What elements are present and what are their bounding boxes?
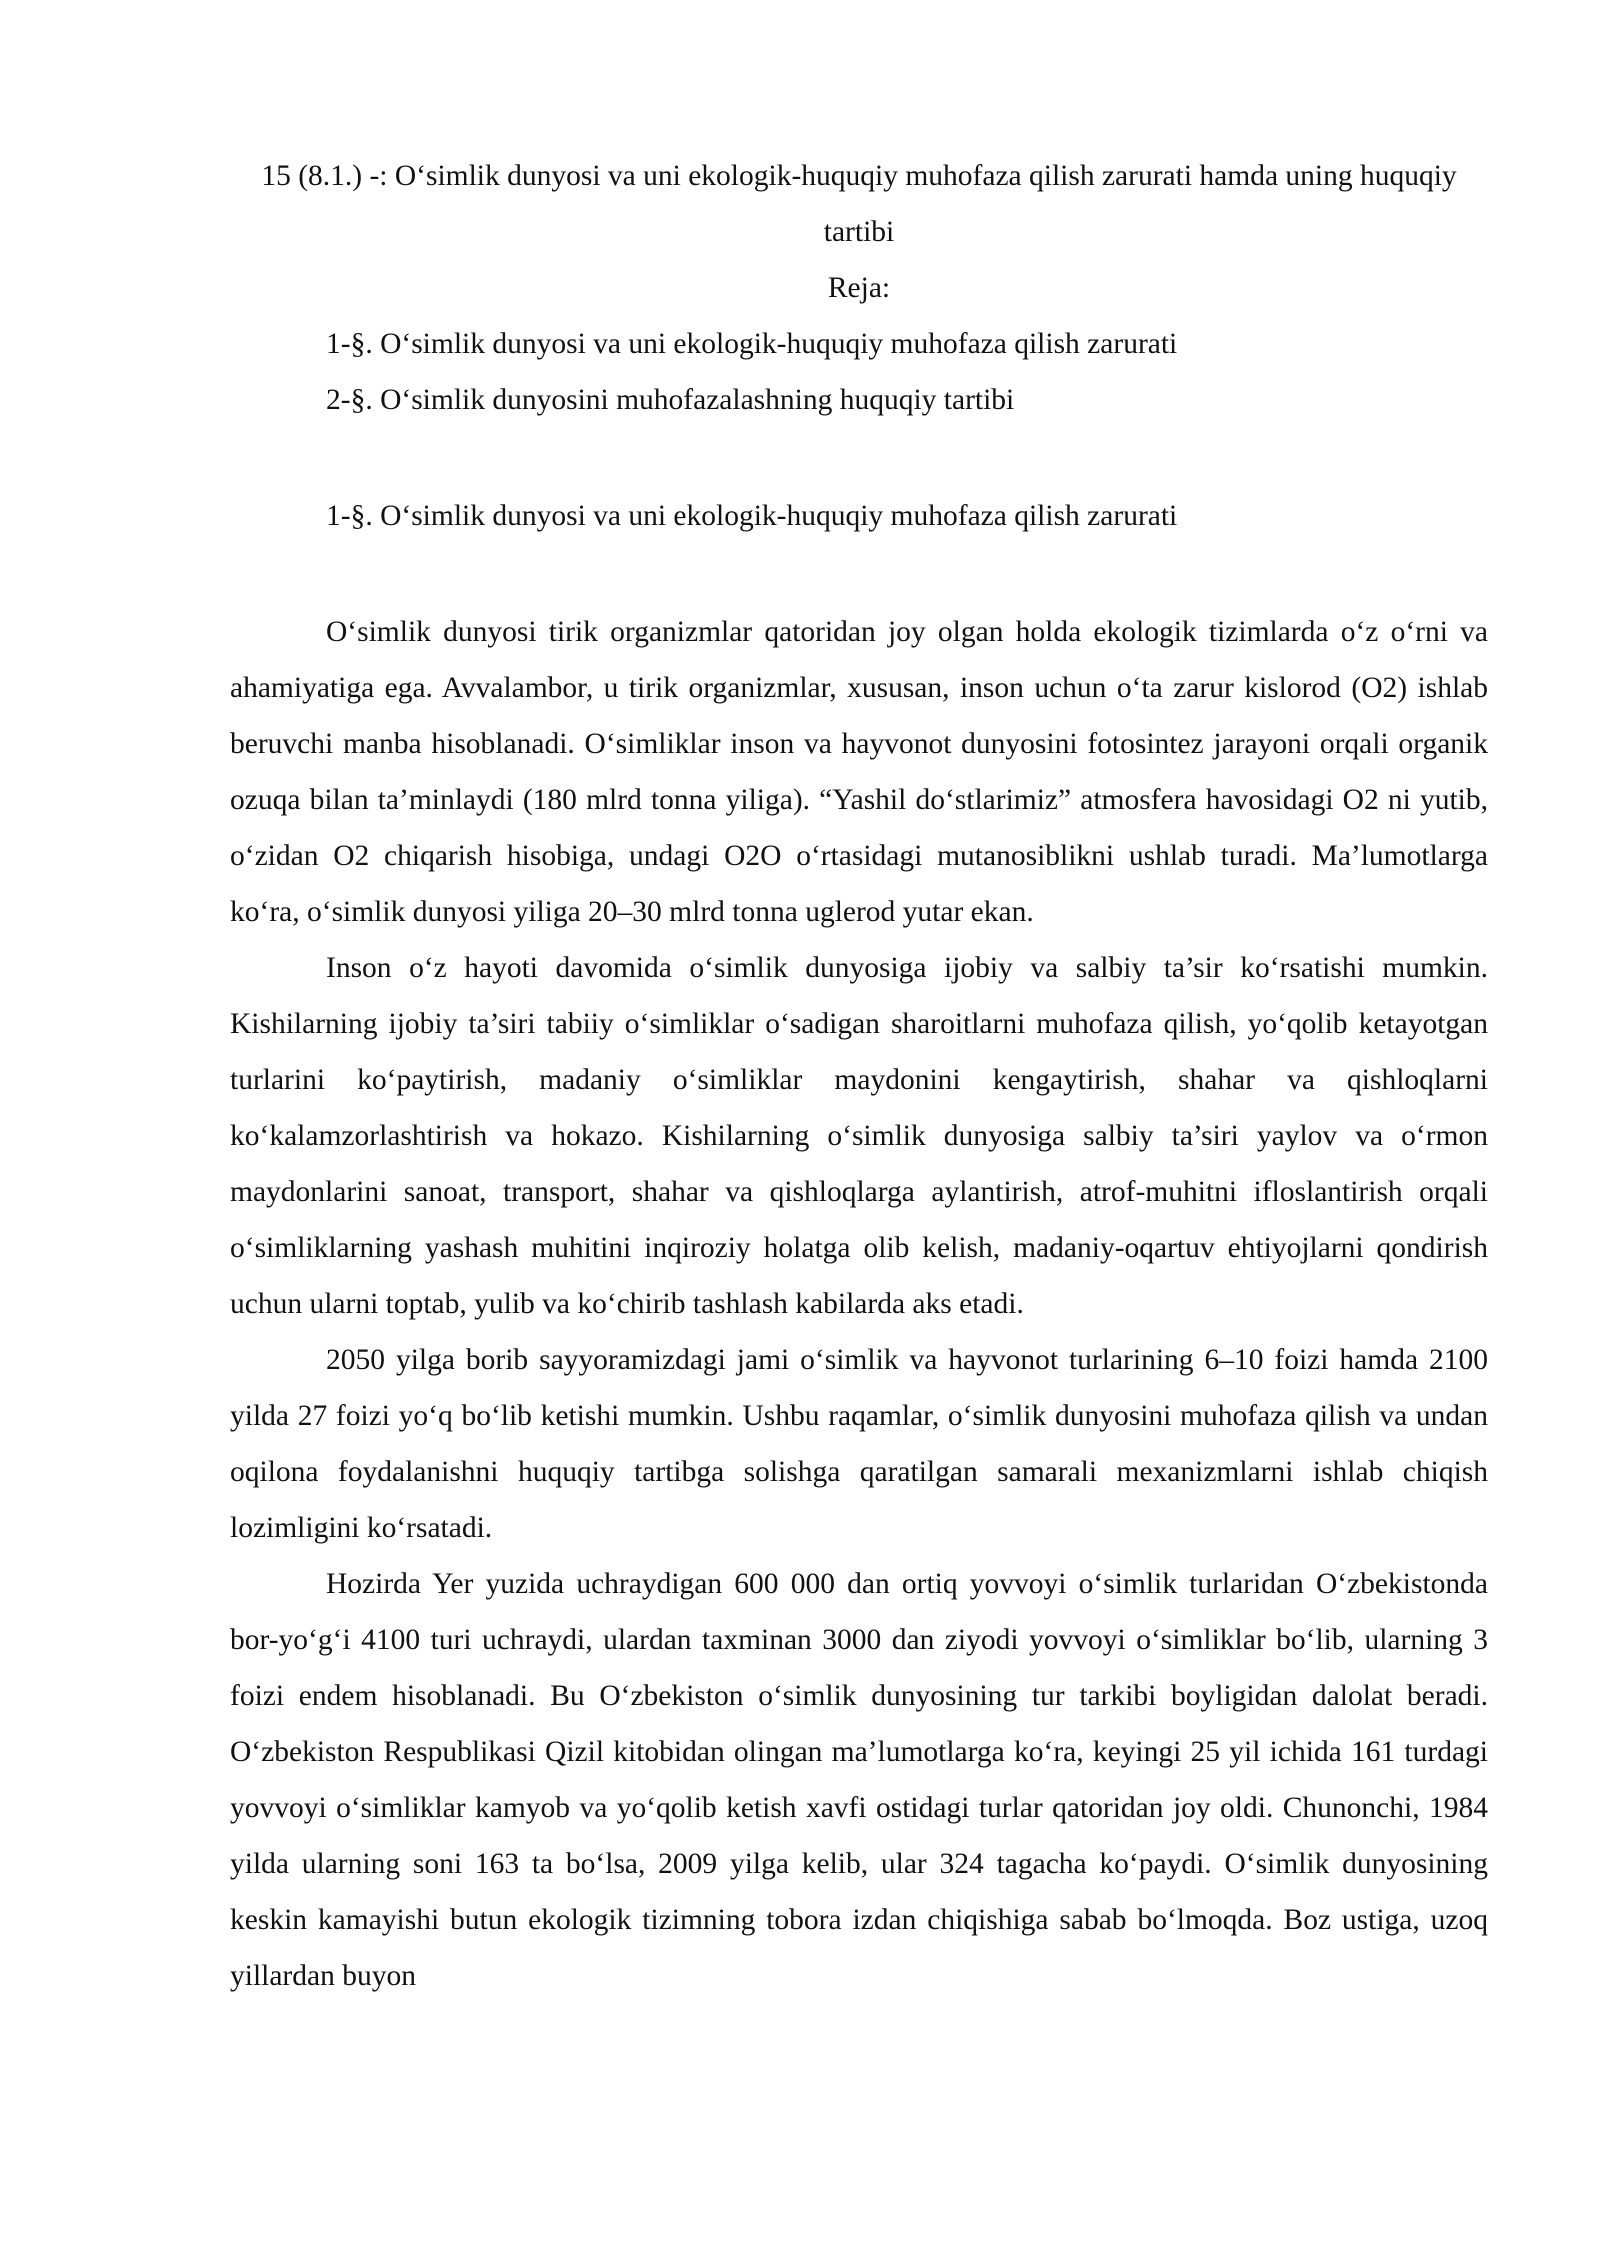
plan-item-1: 1-§. O‘simlik dunyosi va uni ekologik-huquqiy muhofaza qilish zarurati <box>326 328 1178 360</box>
document-page <box>230 148 1488 2004</box>
paragraph-4: Hozirda Yer yuzida uchraydigan 600 000 dan ortiq yovvoyi o‘simlik turlaridan O‘zbekistonda bor-yo‘g‘i 4100 turi uchraydi, ulardan taxminan 3000 dan ziyodi yovvoyi o‘simliklar bo‘lib, ularning 3 foizi endem hisoblanadi. Bu O‘zbekiston o‘simlik dunyosining tur tarkibi boyligidan dalolat beradi. O‘zbekiston Respublikasi Qizil kitobidan olingan ma’lumotlarga ko‘ra, keyingi 25 yil ichida 161 turdagi yovvoyi o‘simliklar kamyob va yo‘qolib ketish xavfi ostidagi turlar qatoridan joy oldi. Chunonchi, 1984 yilda ularning soni 163 ta bo‘lsa, 2009 yilga kelib, ular 324 tagacha ko‘paydi. O‘simlik dunyosining keskin kamayishi butun ekologik tizimning tobora izdan chiqishiga sabab bo‘lmoqda. Boz ustiga, uzoq yillardan buyon <box>230 1568 1488 1992</box>
document-title: 15 (8.1.) -: O‘simlik dunyosi va uni ekologik-huquqiy muhofaza qilish zarurati hamda uning huquqiy tartibi <box>261 160 1457 248</box>
paragraph-1: O‘simlik dunyosi tirik organizmlar qatoridan joy olgan holda ekologik tizimlarda o‘z o‘rni va ahamiyatiga ega. Avvalambor, u tirik organizmlar, xususan, inson uchun o‘ta zarur kislorod (O2) ishlab beruvchi manba hisoblanadi. O‘simliklar inson va hayvonot dunyosini fotosintez jarayoni orqali organik ozuqa bilan ta’minlaydi (180 mlrd tonna yiliga). “Yashil do‘stlarimiz” atmosfera havosidagi O2 ni yutib, o‘zidan O2 chiqarish hisobiga, undagi O2O o‘rtasidagi mutanosiblikni ushlab turadi. Ma’lumotlarga ko‘ra, o‘simlik dunyosi yiliga 20–30 mlrd tonna uglerod yutar ekan. <box>230 616 1488 928</box>
paragraph-2: Inson o‘z hayoti davomida o‘simlik dunyosiga ijobiy va salbiy ta’sir ko‘rsatishi mumkin. Kishilarning ijobiy ta’siri tabiiy o‘simliklar o‘sadigan sharoitlarni muhofaza qilish, yo‘qolib ketayotgan turlarini ko‘paytirish, madaniy o‘simliklar maydonini kengaytirish, shahar va qishloqlarni ko‘kalamzorlashtirish va hokazo. Kishilarning o‘simlik dunyosiga salbiy ta’siri yaylov va o‘rmon maydonlarini sanoat, transport, shahar va qishloqlarga aylantirish, atrof-muhitni ifloslantirish orqali o‘simliklarning yashash muhitini inqiroziy holatga olib kelish, madaniy-oqartuv ehtiyojlarni qondirish uchun ularni toptab, yulib va ko‘chirib tashlash kabilarda aks etadi. <box>230 952 1488 1320</box>
plan-item-2: 2-§. O‘simlik dunyosini muhofazalashning huquqiy tartibi <box>326 384 1015 416</box>
section-heading: 1-§. O‘simlik dunyosi va uni ekologik-huquqiy muhofaza qilish zarurati <box>326 500 1178 532</box>
section-body <box>230 604 1488 2004</box>
paragraph-3: 2050 yilga borib sayyoramizdagi jami o‘simlik va hayvonot turlarining 6–10 foizi hamda 2100 yilda 27 foizi yo‘q bo‘lib ketishi mumkin. Ushbu raqamlar, o‘simlik dunyosini muhofaza qilish va undan oqilona foydalanishni huquqiy tartibga solishga qaratilgan samarali mexanizmlarni ishlab chiqish lozimligini ko‘rsatadi. <box>230 1344 1488 1544</box>
plan-heading: Reja: <box>827 272 891 304</box>
